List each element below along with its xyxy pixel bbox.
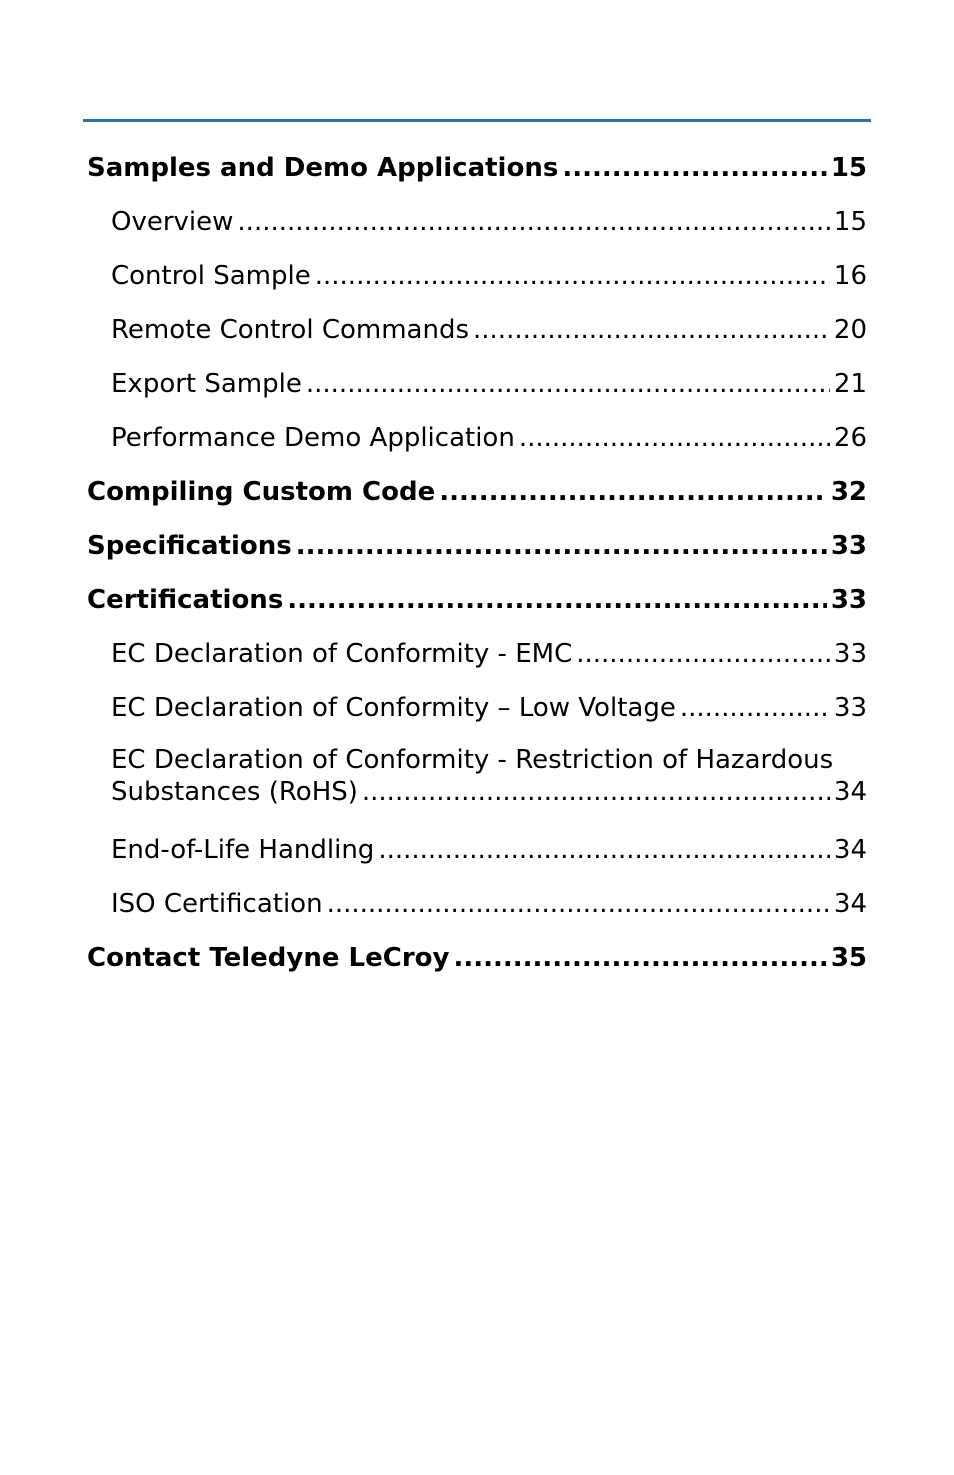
toc-entry-page: 34 bbox=[833, 777, 867, 807]
toc-entry-page: 21 bbox=[833, 369, 867, 399]
toc-entry-title: Contact Teledyne LeCroy bbox=[87, 943, 450, 973]
toc-entry-title: Certifications bbox=[87, 585, 284, 615]
toc-entry-page: 33 bbox=[830, 531, 867, 561]
toc-entry-title: EC Declaration of Conformity - EMC bbox=[111, 639, 573, 669]
table-of-contents bbox=[87, 148, 867, 992]
toc-entry-title-line2: Substances (RoHS) bbox=[111, 777, 358, 807]
toc-entry-compiling-custom-code[interactable] bbox=[87, 472, 867, 526]
toc-entry-title: Compiling Custom Code bbox=[87, 477, 436, 507]
toc-entry-overview[interactable] bbox=[87, 202, 867, 256]
toc-entry-title: ISO Certification bbox=[111, 889, 323, 919]
toc-entry-iso-certification[interactable] bbox=[87, 884, 867, 938]
toc-entry-page: 35 bbox=[830, 943, 867, 973]
toc-entry-title: Performance Demo Application bbox=[111, 423, 515, 453]
toc-entry-contact-teledyne-lecroy[interactable] bbox=[87, 938, 867, 992]
toc-entry-ec-declaration-emc[interactable] bbox=[87, 634, 867, 688]
dot-leader bbox=[306, 364, 830, 404]
dot-leader bbox=[562, 148, 827, 188]
toc-entry-page: 33 bbox=[833, 639, 867, 669]
toc-entry-performance-demo-application[interactable] bbox=[87, 418, 867, 472]
dot-leader bbox=[680, 688, 830, 728]
dot-leader bbox=[237, 202, 829, 242]
toc-entry-title: Overview bbox=[111, 207, 234, 237]
dot-leader bbox=[453, 938, 826, 978]
toc-entry-title: Samples and Demo Applications bbox=[87, 153, 559, 183]
toc-entry-specifications[interactable] bbox=[87, 526, 867, 580]
dot-leader bbox=[362, 776, 830, 808]
toc-entry-title-line2-row bbox=[111, 776, 867, 808]
toc-entry-page: 34 bbox=[833, 889, 867, 919]
toc-entry-control-sample[interactable] bbox=[87, 256, 867, 310]
toc-entry-page: 20 bbox=[833, 315, 867, 345]
toc-entry-title: Control Sample bbox=[111, 261, 311, 291]
dot-leader bbox=[378, 830, 830, 870]
toc-entry-export-sample[interactable] bbox=[87, 364, 867, 418]
toc-entry-page: 32 bbox=[830, 477, 867, 507]
toc-entry-ec-declaration-rohs[interactable] bbox=[87, 742, 867, 830]
dot-leader bbox=[439, 472, 827, 512]
toc-entry-title: Export Sample bbox=[111, 369, 302, 399]
toc-entry-title: EC Declaration of Conformity – Low Voltage bbox=[111, 693, 676, 723]
toc-entry-end-of-life-handling[interactable] bbox=[87, 830, 867, 884]
dot-leader bbox=[315, 256, 830, 296]
toc-entry-title: Specifications bbox=[87, 531, 292, 561]
toc-entry-certifications[interactable] bbox=[87, 580, 867, 634]
toc-entry-page: 16 bbox=[833, 261, 867, 291]
dot-leader bbox=[576, 634, 830, 674]
toc-entry-title-line1: EC Declaration of Conformity - Restriction of Hazardous bbox=[111, 745, 834, 775]
dot-leader bbox=[287, 580, 827, 620]
toc-entry-page: 34 bbox=[833, 835, 867, 865]
toc-entry-page: 33 bbox=[830, 585, 867, 615]
dot-leader bbox=[296, 526, 827, 566]
dot-leader bbox=[473, 310, 830, 350]
toc-entry-page: 33 bbox=[833, 693, 867, 723]
toc-entry-samples-and-demo-applications[interactable] bbox=[87, 148, 867, 202]
toc-entry-title: End-of-Life Handling bbox=[111, 835, 375, 865]
header-rule bbox=[83, 119, 871, 122]
toc-entry-page: 15 bbox=[833, 207, 867, 237]
dot-leader bbox=[327, 884, 830, 924]
toc-entry-page: 15 bbox=[830, 153, 867, 183]
toc-entry-title: Remote Control Commands bbox=[111, 315, 470, 345]
toc-entry-page: 26 bbox=[833, 423, 867, 453]
toc-entry-ec-declaration-low-voltage[interactable] bbox=[87, 688, 867, 742]
dot-leader bbox=[519, 418, 830, 458]
toc-entry-remote-control-commands[interactable] bbox=[87, 310, 867, 364]
